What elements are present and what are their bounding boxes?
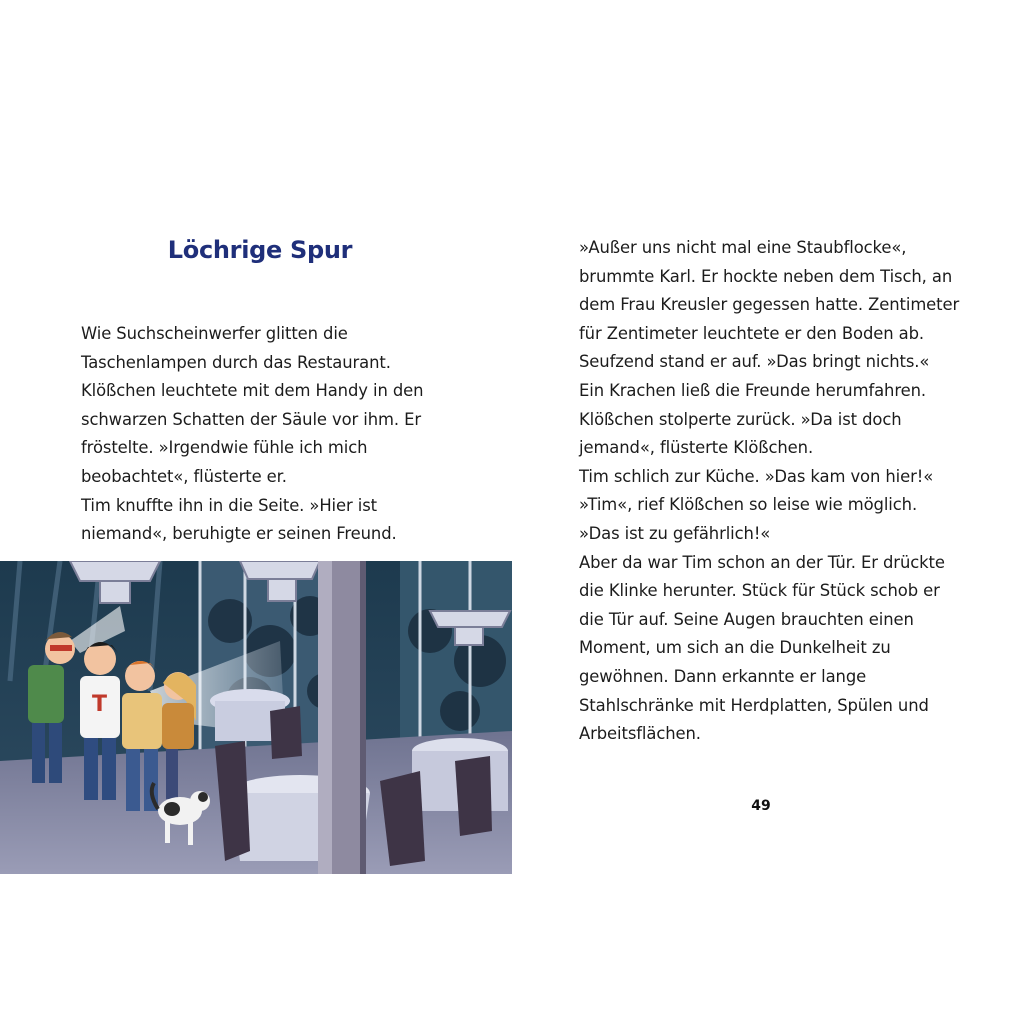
text-line: die Klinke herunter. Stück für Stück schob er xyxy=(579,581,940,601)
text-line: »Das ist zu gefährlich!« xyxy=(579,523,771,543)
text-line: brummte Karl. Er hockte neben dem Tisch, an xyxy=(579,266,953,286)
shirt-letter: T xyxy=(92,692,108,717)
page-number: 49 xyxy=(751,798,771,814)
text-line: Seufzend stand er auf. »Das bringt nichts.« xyxy=(579,352,930,372)
story-illustration xyxy=(0,561,512,874)
text-line: fröstelte. »Irgendwie fühle ich mich xyxy=(81,438,368,458)
text-line: »Außer uns nicht mal eine Staubflocke«, xyxy=(579,238,907,257)
text-line: Ein Krachen ließ die Freunde herumfahren. xyxy=(579,380,927,400)
text-line: Klößchen stolperte zurück. »Da ist doch xyxy=(579,409,902,429)
text-line: Tim schlich zur Küche. »Das kam von hier!« xyxy=(579,466,934,486)
text-line: beobachtet«, flüsterte er. xyxy=(81,466,287,486)
text-line: Wie Suchscheinwerfer glitten die xyxy=(81,324,348,343)
text-line: »Tim«, rief Klößchen so leise wie möglich. xyxy=(579,495,918,515)
text-line: gewöhnen. Dann erkannte er lange xyxy=(579,666,867,686)
left-text-column xyxy=(81,320,521,549)
chapter-title: Löchrige Spur xyxy=(167,236,353,264)
text-line: Aber da war Tim schon an der Tür. Er drückte xyxy=(579,552,945,572)
text-line: schwarzen Schatten der Säule vor ihm. Er xyxy=(81,409,422,429)
text-line: die Tür auf. Seine Augen brauchten einen xyxy=(579,609,914,629)
text-line: Klößchen leuchtete mit dem Handy in den xyxy=(81,381,424,401)
right-text-column xyxy=(579,234,979,749)
text-line: niemand«, beruhigte er seinen Freund. xyxy=(81,524,397,544)
restaurant-scene-image xyxy=(0,561,512,874)
text-line: jemand«, flüsterte Klößchen. xyxy=(579,438,814,458)
text-line: für Zentimeter leuchtete er den Boden ab. xyxy=(579,323,924,343)
text-line: Arbeitsflächen. xyxy=(579,724,701,744)
text-line: dem Frau Kreusler gegessen hatte. Zentimeter xyxy=(579,295,960,315)
text-line: Taschenlampen durch das Restaurant. xyxy=(81,352,391,372)
text-line: Moment, um sich an die Dunkelheit zu xyxy=(579,638,891,658)
text-line: Tim knuffte ihn in die Seite. »Hier ist xyxy=(81,495,377,515)
text-line: Stahlschränke mit Herdplatten, Spülen und xyxy=(579,695,929,715)
